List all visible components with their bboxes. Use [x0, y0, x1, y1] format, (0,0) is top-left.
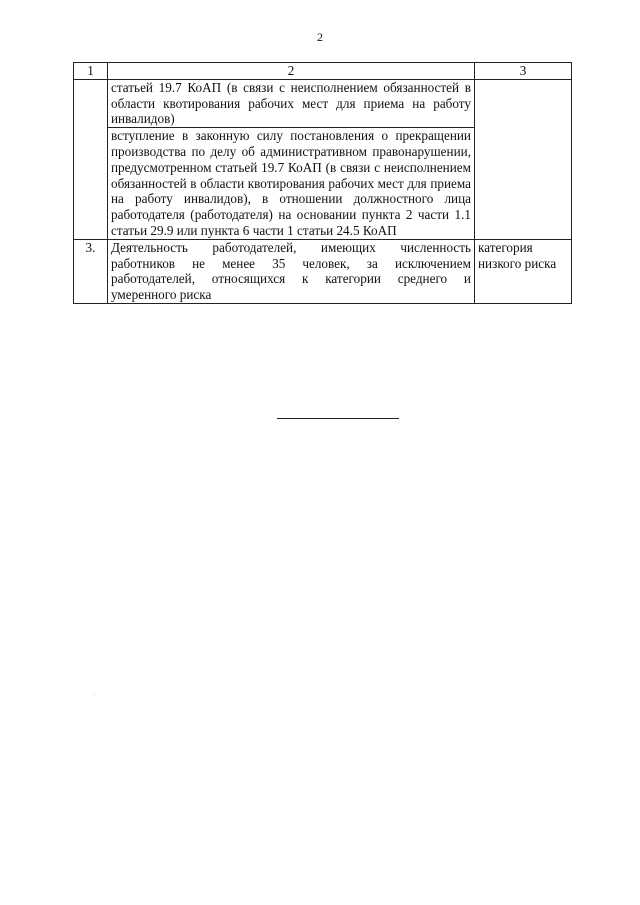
- category-cell: категория низкого риска: [475, 239, 572, 303]
- table-header-row: [74, 63, 572, 80]
- row-number-cell: 3.: [74, 239, 108, 303]
- end-separator-line: [277, 418, 399, 419]
- risk-category-table: [73, 62, 572, 304]
- header-col-3: 3: [475, 63, 572, 80]
- row-number-cell: [74, 79, 108, 239]
- header-col-2: 2: [108, 63, 475, 80]
- criteria-text-cell: вступление в законную силу постановления о прекращении производства по делу об административном правонарушении, предусмотренном статьей 19.7 КоАП (в связи с неисполнением обязанностей в области квотирования рабочих мест для приема на работу инвалидов), в отношении должностного лица работодателя (работодателя) на основании пункта 2 части 1.1 статьи 29.9 или пункта 6 части 1 статьи 24.5 КоАП: [108, 128, 475, 240]
- scan-speck: [94, 694, 95, 695]
- table-row: [74, 79, 572, 127]
- criteria-text-cell: Деятельность работодателей, имеющих численность работников не менее 35 человек, за исключением работодателей, относящихся к категории среднего и умеренного риска: [108, 239, 475, 303]
- header-col-1: 1: [74, 63, 108, 80]
- page-number: 2: [317, 30, 323, 44]
- table-row: [74, 239, 572, 303]
- category-cell: [475, 79, 572, 239]
- criteria-text-cell: статьей 19.7 КоАП (в связи с неисполнением обязанностей в области квотирования рабочих мест для приема на работу инвалидов): [108, 79, 475, 127]
